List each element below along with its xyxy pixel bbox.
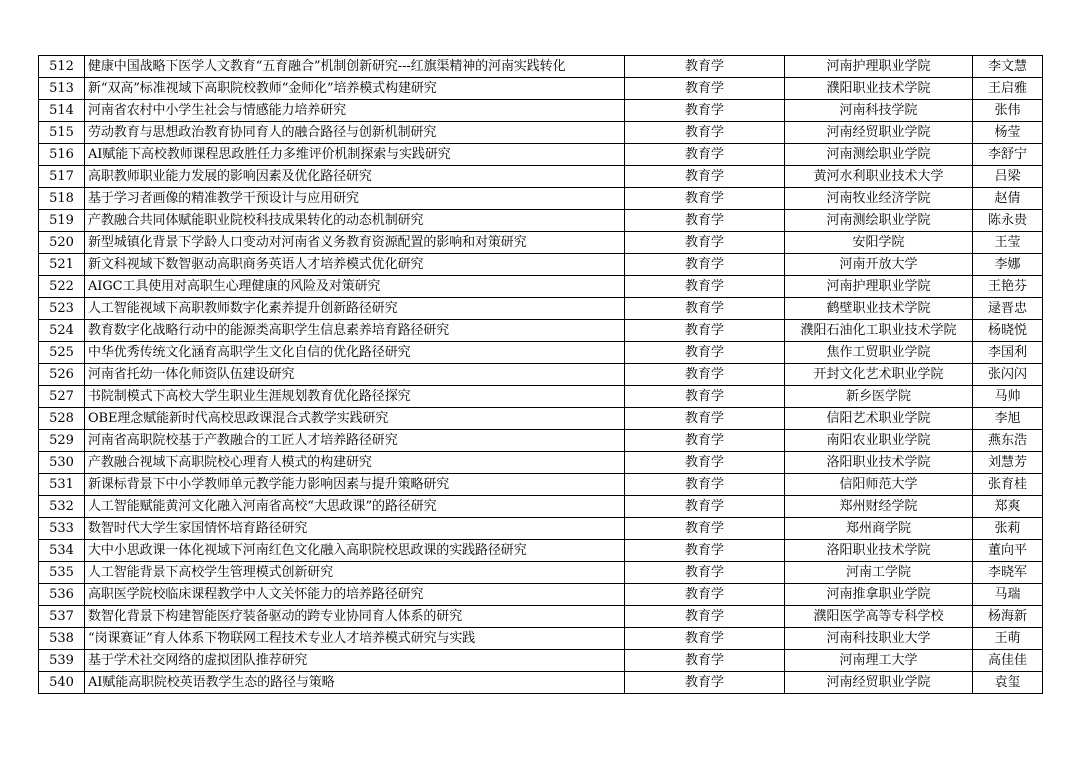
institution-cell: 信阳艺术职业学院 [785,408,973,430]
table-row [39,122,1043,144]
table-row [39,210,1043,232]
person-name-cell: 李晓军 [973,562,1043,584]
row-number-cell: 526 [39,364,85,386]
row-number-cell: 528 [39,408,85,430]
person-name-cell: 马帅 [973,386,1043,408]
institution-cell: 河南理工大学 [785,650,973,672]
discipline-cell: 教育学 [625,474,785,496]
table-row [39,650,1043,672]
discipline-cell: 教育学 [625,342,785,364]
person-name-cell: 吕梁 [973,166,1043,188]
person-name-cell: 王启雅 [973,78,1043,100]
discipline-cell: 教育学 [625,254,785,276]
row-number-cell: 537 [39,606,85,628]
row-number-cell: 516 [39,144,85,166]
person-name-cell: 郑爽 [973,496,1043,518]
row-number-cell: 514 [39,100,85,122]
person-name-cell: 李娜 [973,254,1043,276]
row-number-cell: 534 [39,540,85,562]
table-row [39,474,1043,496]
row-number-cell: 539 [39,650,85,672]
discipline-cell: 教育学 [625,496,785,518]
table-row [39,254,1043,276]
project-title-cell: 数智时代大学生家国情怀培育路径研究 [85,518,625,540]
row-number-cell: 519 [39,210,85,232]
row-number-cell: 518 [39,188,85,210]
table-row [39,672,1043,694]
discipline-cell: 教育学 [625,210,785,232]
table-row [39,166,1043,188]
project-list-table [38,55,1043,694]
row-number-cell: 520 [39,232,85,254]
project-title-cell: 高职教师职业能力发展的影响因素及优化路径研究 [85,166,625,188]
institution-cell: 鹤壁职业技术学院 [785,298,973,320]
table-row [39,78,1043,100]
institution-cell: 安阳学院 [785,232,973,254]
project-title-cell: 数智化背景下构建智能医疗装备驱动的跨专业协同育人体系的研究 [85,606,625,628]
row-number-cell: 531 [39,474,85,496]
institution-cell: 郑州财经学院 [785,496,973,518]
person-name-cell: 袁玺 [973,672,1043,694]
institution-cell: 新乡医学院 [785,386,973,408]
table-row [39,232,1043,254]
project-title-cell: “岗课赛证”育人体系下物联网工程技术专业人才培养模式研究与实践 [85,628,625,650]
table-row [39,496,1043,518]
project-title-cell: 基于学术社交网络的虚拟团队推荐研究 [85,650,625,672]
person-name-cell: 杨海新 [973,606,1043,628]
discipline-cell: 教育学 [625,298,785,320]
table-row [39,364,1043,386]
row-number-cell: 535 [39,562,85,584]
row-number-cell: 527 [39,386,85,408]
table-row [39,342,1043,364]
table-row [39,320,1043,342]
row-number-cell: 529 [39,430,85,452]
institution-cell: 河南护理职业学院 [785,56,973,78]
table-row [39,276,1043,298]
discipline-cell: 教育学 [625,562,785,584]
project-title-cell: 大中小思政课一体化视域下河南红色文化融入高职院校思政课的实践路径研究 [85,540,625,562]
person-name-cell: 张莉 [973,518,1043,540]
table-row [39,430,1043,452]
table-row [39,298,1043,320]
table-row [39,188,1043,210]
institution-cell: 河南科技学院 [785,100,973,122]
institution-cell: 河南经贸职业学院 [785,122,973,144]
person-name-cell: 王莹 [973,232,1043,254]
project-title-cell: 产教融合视域下高职院校心理育人模式的构建研究 [85,452,625,474]
project-title-cell: 河南省高职院校基于产教融合的工匠人才培养路径研究 [85,430,625,452]
discipline-cell: 教育学 [625,144,785,166]
person-name-cell: 赵倩 [973,188,1043,210]
project-title-cell: 新课标背景下中小学教师单元教学能力影响因素与提升策略研究 [85,474,625,496]
discipline-cell: 教育学 [625,606,785,628]
table-row [39,386,1043,408]
institution-cell: 信阳师范大学 [785,474,973,496]
institution-cell: 黄河水利职业技术大学 [785,166,973,188]
discipline-cell: 教育学 [625,320,785,342]
project-title-cell: AIGC工具使用对高职生心理健康的风险及对策研究 [85,276,625,298]
institution-cell: 开封文化艺术职业学院 [785,364,973,386]
person-name-cell: 杨莹 [973,122,1043,144]
person-name-cell: 马瑞 [973,584,1043,606]
institution-cell: 濮阳职业技术学院 [785,78,973,100]
person-name-cell: 燕东浩 [973,430,1043,452]
person-name-cell: 张闪闪 [973,364,1043,386]
table-row [39,628,1043,650]
project-title-cell: 人工智能视域下高职教师数字化素养提升创新路径研究 [85,298,625,320]
discipline-cell: 教育学 [625,276,785,298]
table-row [39,452,1043,474]
project-title-cell: 人工智能赋能黄河文化融入河南省高校“大思政课”的路径研究 [85,496,625,518]
discipline-cell: 教育学 [625,364,785,386]
person-name-cell: 刘慧芳 [973,452,1043,474]
person-name-cell: 王艳芬 [973,276,1043,298]
institution-cell: 河南牧业经济学院 [785,188,973,210]
discipline-cell: 教育学 [625,122,785,144]
institution-cell: 濮阳医学高等专科学校 [785,606,973,628]
project-title-cell: 劳动教育与思想政治教育协同育人的融合路径与创新机制研究 [85,122,625,144]
project-title-cell: 新型城镇化背景下学龄人口变动对河南省义务教育资源配置的影响和对策研究 [85,232,625,254]
row-number-cell: 522 [39,276,85,298]
discipline-cell: 教育学 [625,56,785,78]
discipline-cell: 教育学 [625,408,785,430]
person-name-cell: 逯晋忠 [973,298,1043,320]
institution-cell: 南阳农业职业学院 [785,430,973,452]
person-name-cell: 李国利 [973,342,1043,364]
row-number-cell: 524 [39,320,85,342]
table-body [39,56,1043,694]
project-title-cell: 新“双高”标准视域下高职院校教师“金师化”培养模式构建研究 [85,78,625,100]
row-number-cell: 513 [39,78,85,100]
institution-cell: 濮阳石油化工职业技术学院 [785,320,973,342]
row-number-cell: 512 [39,56,85,78]
project-title-cell: OBE理念赋能新时代高校思政课混合式教学实践研究 [85,408,625,430]
project-title-cell: 高职医学院校临床课程教学中人文关怀能力的培养路径研究 [85,584,625,606]
person-name-cell: 陈永贵 [973,210,1043,232]
table-row [39,518,1043,540]
project-title-cell: 教育数字化战略行动中的能源类高职学生信息素养培育路径研究 [85,320,625,342]
discipline-cell: 教育学 [625,188,785,210]
project-title-cell: 健康中国战略下医学人文教育“五育融合”机制创新研究---红旗渠精神的河南实践转化 [85,56,625,78]
row-number-cell: 538 [39,628,85,650]
project-title-cell: 书院制模式下高校大学生职业生涯规划教育优化路径探究 [85,386,625,408]
table-row [39,584,1043,606]
person-name-cell: 董向平 [973,540,1043,562]
institution-cell: 河南护理职业学院 [785,276,973,298]
person-name-cell: 张伟 [973,100,1043,122]
discipline-cell: 教育学 [625,650,785,672]
discipline-cell: 教育学 [625,166,785,188]
project-title-cell: 河南省托幼一体化师资队伍建设研究 [85,364,625,386]
institution-cell: 河南工学院 [785,562,973,584]
person-name-cell: 李文慧 [973,56,1043,78]
discipline-cell: 教育学 [625,672,785,694]
table-row [39,408,1043,430]
institution-cell: 郑州商学院 [785,518,973,540]
table-row [39,606,1043,628]
discipline-cell: 教育学 [625,100,785,122]
discipline-cell: 教育学 [625,430,785,452]
institution-cell: 洛阳职业技术学院 [785,452,973,474]
project-title-cell: 中华优秀传统文化涵育高职学生文化自信的优化路径研究 [85,342,625,364]
row-number-cell: 540 [39,672,85,694]
project-title-cell: AI赋能高职院校英语教学生态的路径与策略 [85,672,625,694]
project-title-cell: 人工智能背景下高校学生管理模式创新研究 [85,562,625,584]
row-number-cell: 523 [39,298,85,320]
project-title-cell: 产教融合共同体赋能职业院校科技成果转化的动态机制研究 [85,210,625,232]
project-title-cell: 新文科视域下数智驱动高职商务英语人才培养模式优化研究 [85,254,625,276]
project-title-cell: AI赋能下高校教师课程思政胜任力多维评价机制探索与实践研究 [85,144,625,166]
person-name-cell: 王萌 [973,628,1043,650]
person-name-cell: 李舒宁 [973,144,1043,166]
table-row [39,144,1043,166]
institution-cell: 河南开放大学 [785,254,973,276]
row-number-cell: 525 [39,342,85,364]
table-row [39,562,1043,584]
institution-cell: 河南科技职业大学 [785,628,973,650]
table-row [39,540,1043,562]
row-number-cell: 533 [39,518,85,540]
discipline-cell: 教育学 [625,452,785,474]
row-number-cell: 536 [39,584,85,606]
discipline-cell: 教育学 [625,386,785,408]
institution-cell: 焦作工贸职业学院 [785,342,973,364]
discipline-cell: 教育学 [625,628,785,650]
project-title-cell: 基于学习者画像的精准教学干预设计与应用研究 [85,188,625,210]
person-name-cell: 张育桂 [973,474,1043,496]
institution-cell: 河南经贸职业学院 [785,672,973,694]
row-number-cell: 530 [39,452,85,474]
discipline-cell: 教育学 [625,78,785,100]
institution-cell: 河南推拿职业学院 [785,584,973,606]
row-number-cell: 515 [39,122,85,144]
row-number-cell: 532 [39,496,85,518]
institution-cell: 洛阳职业技术学院 [785,540,973,562]
discipline-cell: 教育学 [625,584,785,606]
person-name-cell: 高佳佳 [973,650,1043,672]
table-row [39,100,1043,122]
discipline-cell: 教育学 [625,518,785,540]
table-row [39,56,1043,78]
discipline-cell: 教育学 [625,540,785,562]
discipline-cell: 教育学 [625,232,785,254]
person-name-cell: 杨晓悦 [973,320,1043,342]
row-number-cell: 517 [39,166,85,188]
row-number-cell: 521 [39,254,85,276]
person-name-cell: 李旭 [973,408,1043,430]
institution-cell: 河南测绘职业学院 [785,210,973,232]
project-title-cell: 河南省农村中小学生社会与情感能力培养研究 [85,100,625,122]
institution-cell: 河南测绘职业学院 [785,144,973,166]
